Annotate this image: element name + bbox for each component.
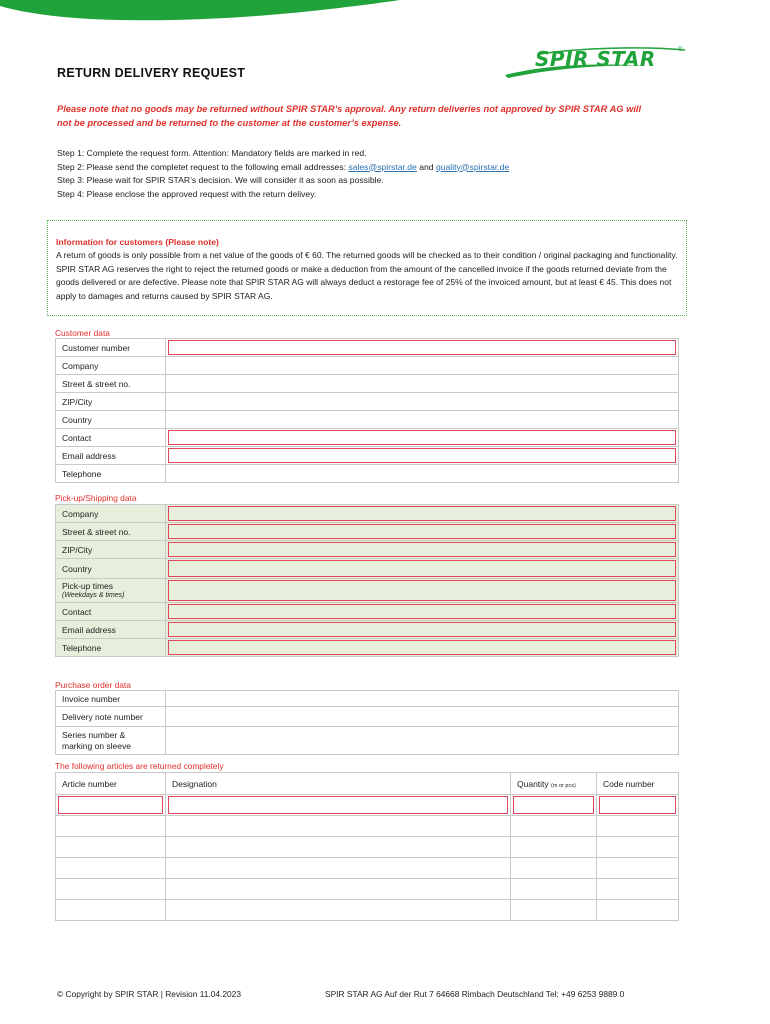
quantity-unit-label: (m or pcs) bbox=[551, 783, 576, 789]
approval-warning: Please note that no goods may be returned without SPIR STAR’s approval. Any return deliveries not approved by SPIR STAR AG will not be processed and be returned to the customer at the customer’s expense. bbox=[57, 104, 642, 128]
pickup-company-label: Company bbox=[56, 505, 166, 523]
brand-name: SPIR STAR bbox=[535, 47, 656, 71]
customer-company-field[interactable] bbox=[166, 357, 679, 375]
customer-street-field[interactable] bbox=[166, 375, 679, 393]
articles-table bbox=[55, 772, 679, 921]
article-row-3-code[interactable] bbox=[597, 837, 679, 858]
article-row-3-quantity[interactable] bbox=[511, 837, 597, 858]
step-2 bbox=[57, 161, 677, 175]
customer-section-label: Customer data bbox=[55, 328, 110, 338]
step-1: Step 1: Complete the request form. Attention: Mandatory fields are marked in red. bbox=[57, 148, 367, 158]
customer-contact-label: Contact bbox=[56, 429, 166, 447]
info-title: Information for customers (Please note) bbox=[56, 237, 219, 247]
customer-table bbox=[55, 338, 679, 483]
article-row-4-code[interactable] bbox=[597, 858, 679, 879]
step-4: Step 4: Please enclose the approved request with the return delivey. bbox=[57, 188, 317, 199]
pickup-times-field[interactable] bbox=[166, 579, 679, 603]
quantity-header-label: Quantity bbox=[517, 779, 549, 789]
pickup-email-label: Email address bbox=[56, 621, 166, 639]
customer-company-label: Company bbox=[56, 357, 166, 375]
brand-registered-mark: ® bbox=[678, 47, 683, 53]
article-row-5-code[interactable] bbox=[597, 879, 679, 900]
article-row-6-article[interactable] bbox=[56, 900, 166, 921]
customer-telephone-field[interactable] bbox=[166, 465, 679, 483]
invoice-number-field[interactable] bbox=[166, 691, 679, 707]
article-row-5-article[interactable] bbox=[56, 879, 166, 900]
article-row-1-quantity[interactable] bbox=[511, 795, 597, 816]
article-row-5-quantity[interactable] bbox=[511, 879, 597, 900]
footer-address: SPIR STAR AG Auf der Rut 7 64668 Rimbach Deutschland Tel: +49 6253 9889 0 bbox=[325, 989, 625, 999]
article-row-4-designation[interactable] bbox=[166, 858, 511, 879]
pickup-street-label: Street & street no. bbox=[56, 523, 166, 541]
code-number-header: Code number bbox=[597, 773, 679, 795]
pickup-email-field[interactable] bbox=[166, 621, 679, 639]
header-swoosh bbox=[0, 0, 400, 26]
article-row-4-article[interactable] bbox=[56, 858, 166, 879]
customer-zip-city-label: ZIP/City bbox=[56, 393, 166, 411]
article-row-3-article[interactable] bbox=[56, 837, 166, 858]
invoice-number-label: Invoice number bbox=[56, 691, 166, 707]
customer-country-field[interactable] bbox=[166, 411, 679, 429]
article-row-2-article[interactable] bbox=[56, 816, 166, 837]
pickup-table bbox=[55, 504, 679, 657]
pickup-country-field[interactable] bbox=[166, 559, 679, 579]
marking-on-sleeve-label: marking on sleeve bbox=[62, 740, 131, 751]
article-row-6-quantity[interactable] bbox=[511, 900, 597, 921]
customer-number-field[interactable] bbox=[166, 339, 679, 357]
article-row-5-designation[interactable] bbox=[166, 879, 511, 900]
pickup-times-hint: (Weekdays & times) bbox=[62, 592, 125, 599]
article-row-2-code[interactable] bbox=[597, 816, 679, 837]
pickup-section-label: Pick-up/Shipping data bbox=[55, 493, 137, 503]
pickup-telephone-field[interactable] bbox=[166, 639, 679, 657]
article-row-2-designation[interactable] bbox=[166, 816, 511, 837]
purchase-table bbox=[55, 690, 679, 755]
pickup-times-label: Pick-up times bbox=[62, 581, 114, 591]
purchase-section-label: Purchase order data bbox=[55, 680, 131, 690]
pickup-zip-city-label: ZIP/City bbox=[56, 541, 166, 559]
pickup-contact-field[interactable] bbox=[166, 603, 679, 621]
article-row-3-designation[interactable] bbox=[166, 837, 511, 858]
article-row-1-code[interactable] bbox=[597, 795, 679, 816]
info-text: A return of goods is only possible from a net value of the goods of € 60. The returned goods will be checked as to their condition / original packaging and functionality. SPIR STAR AG reserves the right to reject the returned goods or make a deduction from the amount of the cancelled invoice if the goods returned deviate from the goods delivered or are defective. Please note that SPIR STAR AG will always deduct a restorage fee of 25% of the invoiced amount, but at least € 45. This does not apply to damages and returns caused by SPIR STAR AG. bbox=[56, 250, 678, 301]
delivery-note-label: Delivery note number bbox=[56, 707, 166, 727]
pickup-telephone-label: Telephone bbox=[56, 639, 166, 657]
step-2-and: and bbox=[416, 161, 436, 172]
customer-email-field[interactable] bbox=[166, 447, 679, 465]
page-title: RETURN DELIVERY REQUEST bbox=[57, 66, 246, 80]
article-row-6-code[interactable] bbox=[597, 900, 679, 921]
pickup-contact-label: Contact bbox=[56, 603, 166, 621]
series-number-field[interactable] bbox=[166, 727, 679, 755]
customer-email-label: Email address bbox=[56, 447, 166, 465]
pickup-street-field[interactable] bbox=[166, 523, 679, 541]
sales-email-link[interactable]: sales@spirstar.de bbox=[348, 161, 417, 172]
customer-telephone-label: Telephone bbox=[56, 465, 166, 483]
quality-email-link[interactable]: quality@spirstar.de bbox=[435, 161, 510, 172]
article-row-1-designation[interactable] bbox=[166, 795, 511, 816]
step-2-text: Step 2: Please send the completet request to the following email addresses: bbox=[57, 161, 349, 172]
article-number-header: Article number bbox=[56, 773, 166, 795]
footer-copyright: © Copyright by SPIR STAR | Revision 11.04.2023 bbox=[57, 989, 241, 999]
quantity-header bbox=[511, 773, 597, 795]
article-row-2-quantity[interactable] bbox=[511, 816, 597, 837]
series-number-cell bbox=[56, 727, 166, 755]
article-row-4-quantity[interactable] bbox=[511, 858, 597, 879]
articles-section-label: The following articles are returned completely bbox=[55, 761, 224, 771]
customer-country-label: Country bbox=[56, 411, 166, 429]
pickup-country-label: Country bbox=[56, 559, 166, 579]
article-row-6-designation[interactable] bbox=[166, 900, 511, 921]
pickup-company-field[interactable] bbox=[166, 505, 679, 523]
customer-number-label: Customer number bbox=[56, 339, 166, 357]
customer-contact-field[interactable] bbox=[166, 429, 679, 447]
delivery-note-field[interactable] bbox=[166, 707, 679, 727]
customer-zip-city-field[interactable] bbox=[166, 393, 679, 411]
step-3: Step 3: Please wait for SPIR STAR’s decision. We will consider it as soon as possible. bbox=[57, 175, 384, 185]
customer-street-label: Street & street no. bbox=[56, 375, 166, 393]
article-row-1-article[interactable] bbox=[56, 795, 166, 816]
steps-list bbox=[57, 147, 677, 201]
pickup-times-cell bbox=[56, 579, 166, 603]
pickup-zip-city-field[interactable] bbox=[166, 541, 679, 559]
designation-header: Designation bbox=[166, 773, 511, 795]
series-number-label: Series number & bbox=[62, 729, 126, 740]
